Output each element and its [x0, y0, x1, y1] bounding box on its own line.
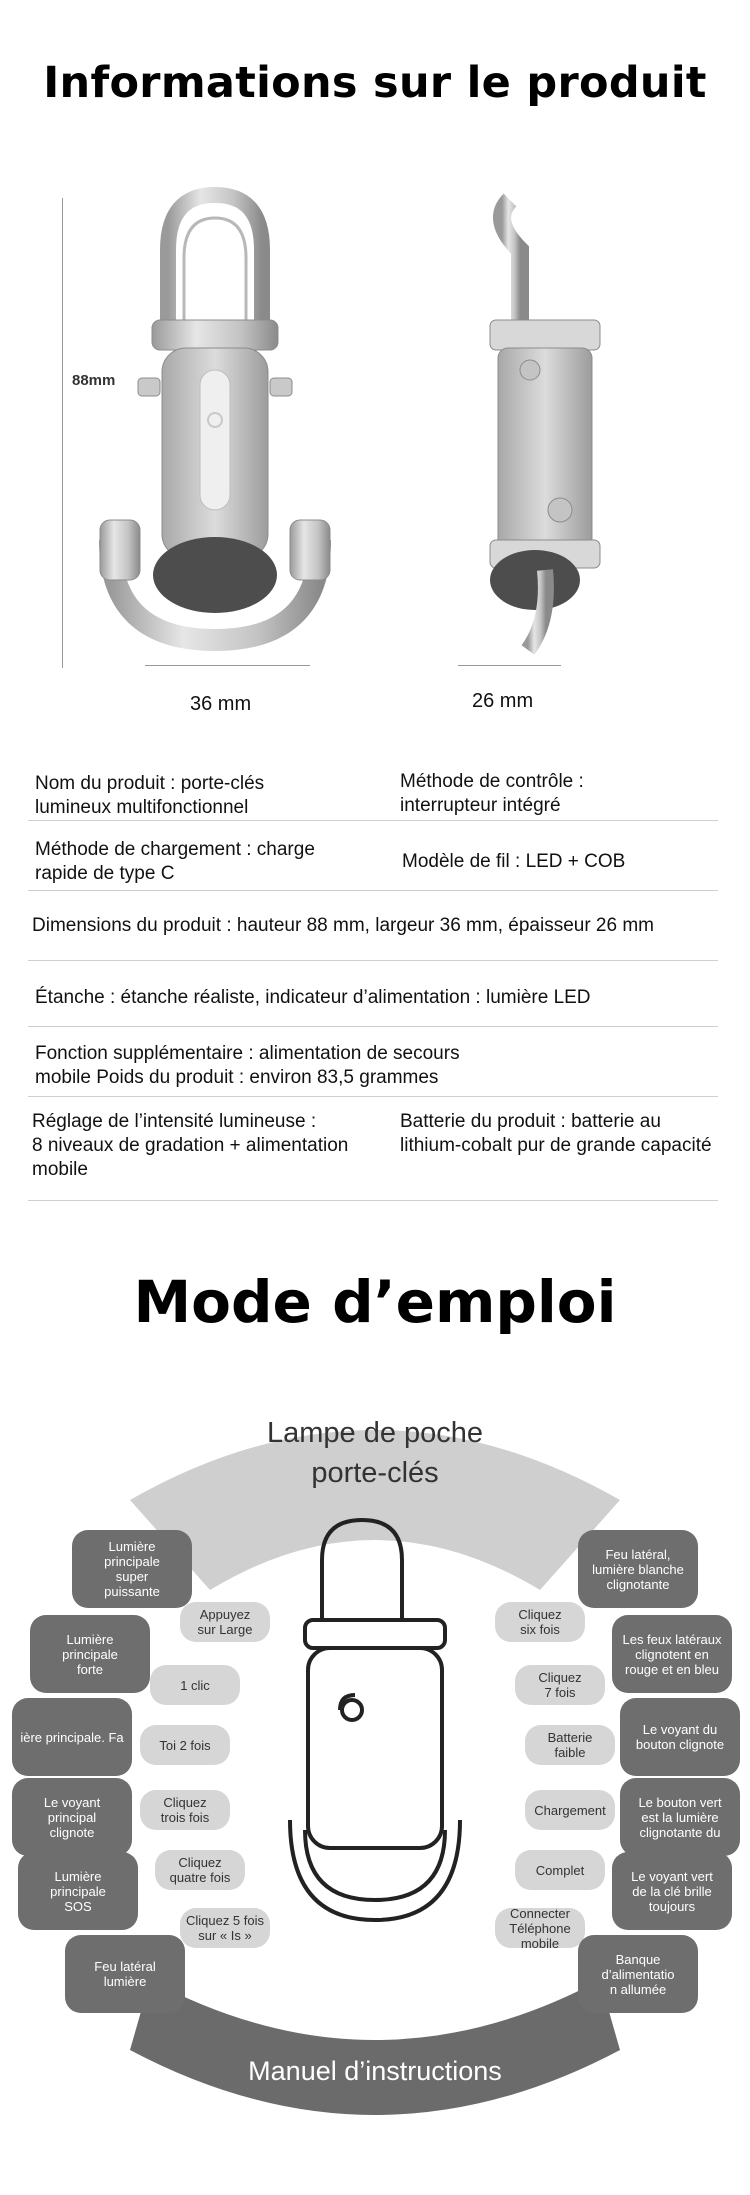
- left-outer-label-2: [30, 1615, 150, 1693]
- mode-label-line: Connecter: [510, 1908, 570, 1921]
- left-inner-label-6: [180, 1908, 270, 1948]
- mode-label-line: ière principale. Fa: [20, 1729, 124, 1745]
- mode-label-line: Lumière: [108, 1539, 156, 1554]
- bottom-arc: [130, 1980, 620, 2115]
- left-outer-label-6: [65, 1935, 185, 2013]
- mode-label-line: six fois: [520, 1622, 560, 1637]
- mode-label-line: 1 clic: [180, 1677, 210, 1693]
- section-title-product-info: Informations sur le produit: [43, 58, 707, 108]
- mode-label-line: Lumière: [66, 1631, 114, 1647]
- spec-waterproof: Étanche : étanche réaliste, indicateur d’alimentation : lumière LED: [35, 987, 591, 1008]
- mode-label-line: mobile: [520, 1935, 560, 1948]
- mode-label-line: Feu latéral: [94, 1959, 156, 1974]
- left-outer-label-1: [72, 1530, 192, 1608]
- mode-label-line: Le bouton vert: [638, 1794, 722, 1810]
- mode-label-line: clignote: [49, 1824, 95, 1840]
- top-arc-title-1: Lampe de poche: [266, 1417, 484, 1449]
- mode-label-line: lumière blanche: [592, 1561, 684, 1577]
- spec-dimensions: Dimensions du produit : hauteur 88 mm, largeur 36 mm, épaisseur 26 mm: [32, 915, 654, 936]
- depth-dimension-label: 26 mm: [472, 690, 534, 712]
- height-dimension-line: [62, 198, 63, 668]
- mode-label-line: de la clé brille: [632, 1883, 712, 1899]
- bottom-arc-title: Manuel d’instructions: [248, 2056, 502, 2086]
- spec-extra-function: Fonction supplémentaire : alimentation de secours mobile Poids du produit : environ 83,5 grammes: [35, 1043, 460, 1088]
- right-outer-label-3: [620, 1698, 740, 1776]
- right-inner-label-4: [525, 1790, 615, 1830]
- mode-label-line: SOS: [64, 1898, 92, 1914]
- spec-row-5: [28, 1028, 718, 1097]
- mode-label-line: faible: [554, 1745, 586, 1760]
- mode-label-line: forte: [76, 1661, 103, 1677]
- mode-label-line: Feu latéral,: [605, 1546, 671, 1562]
- mode-label-line: clignotante du: [639, 1824, 721, 1840]
- spec-row-2: [28, 822, 718, 891]
- mode-label-line: principale: [50, 1883, 106, 1899]
- right-inner-label-3: [525, 1725, 615, 1765]
- mode-label-line: 7 fois: [544, 1685, 576, 1700]
- right-outer-label-6: [578, 1935, 698, 2013]
- right-outer-label-4: [620, 1778, 740, 1856]
- mode-label-line: n allumée: [609, 1981, 667, 1997]
- right-outer-label-2: [612, 1615, 732, 1693]
- mode-label-line: principale: [104, 1554, 160, 1569]
- width-dimension-label: 36 mm: [190, 693, 252, 715]
- mode-label-line: Le voyant vert: [631, 1868, 713, 1884]
- mode-label-line: rouge et en bleu: [625, 1661, 719, 1677]
- mode-label-line: lumière: [103, 1974, 147, 1989]
- spec-product-name: Nom du produit : porte-clés lumineux multifonctionnel: [35, 773, 265, 818]
- mode-label-line: Banque: [615, 1951, 661, 1967]
- mode-label-line: Les feux latéraux: [622, 1631, 722, 1647]
- mode-label-line: Appuyez: [199, 1607, 251, 1622]
- keychain-side-illustration: [450, 180, 630, 660]
- spec-row-3: [28, 892, 718, 961]
- mode-label-line: principale: [62, 1646, 118, 1662]
- mode-label-line: clignotante: [606, 1576, 670, 1592]
- mode-label-line: Cliquez: [163, 1795, 207, 1810]
- mode-label-line: Cliquez: [538, 1670, 582, 1685]
- right-inner-label-1: [495, 1602, 585, 1642]
- mode-label-line: super: [115, 1569, 149, 1584]
- mode-label-line: d’alimentatio: [601, 1966, 675, 1982]
- mode-label-line: Toi 2 fois: [159, 1737, 211, 1753]
- height-dimension-label: 88mm: [72, 372, 116, 389]
- left-inner-label-2: [150, 1665, 240, 1705]
- mode-label-line: Le voyant du: [642, 1722, 718, 1737]
- keychain-front-illustration: [90, 180, 340, 660]
- mode-label-line: est la lumière: [641, 1809, 719, 1825]
- left-inner-label-5: [155, 1850, 245, 1890]
- spec-row-1: [28, 762, 718, 821]
- spec-wire-model: Modèle de fil : LED + COB: [402, 851, 626, 872]
- right-inner-label-5: [515, 1850, 605, 1890]
- spec-control-method: Méthode de contrôle : interrupteur intégré: [400, 771, 584, 816]
- left-inner-label-3: [140, 1725, 230, 1765]
- mode-label-line: puissante: [104, 1584, 160, 1599]
- mode-label-line: clignotent en: [635, 1646, 709, 1662]
- mode-label-line: Cliquez: [178, 1855, 222, 1870]
- right-inner-label-2: [515, 1665, 605, 1705]
- mode-label-line: Complet: [535, 1862, 585, 1878]
- mode-label-line: Batterie: [547, 1730, 593, 1745]
- mode-label-line: Chargement: [534, 1802, 606, 1818]
- left-inner-label-4: [140, 1790, 230, 1830]
- mode-label-line: toujours: [648, 1898, 696, 1914]
- mode-label-line: Le voyant: [43, 1794, 101, 1810]
- left-outer-label-5: [18, 1852, 138, 1930]
- left-inner-label-1: [180, 1602, 270, 1642]
- mode-label-line: Téléphone: [509, 1920, 571, 1936]
- right-outer-label-5: [612, 1852, 732, 1930]
- mode-label-line: Lumière: [54, 1868, 102, 1884]
- right-outer-label-1: [578, 1530, 698, 1608]
- spec-row-4: [28, 962, 718, 1027]
- keychain-outline-illustration: [290, 1520, 460, 1920]
- left-outer-label-3: [12, 1698, 132, 1776]
- mode-label-line: Cliquez 5 fois: [185, 1913, 265, 1928]
- left-outer-label-4: [12, 1778, 132, 1856]
- spec-charging-method: Méthode de chargement : charge rapide de type C: [35, 839, 315, 884]
- mode-label-line: Cliquez: [518, 1607, 562, 1622]
- spec-row-6: [28, 1098, 718, 1201]
- mode-label-line: principal: [47, 1809, 97, 1825]
- width-dimension-line: [145, 665, 310, 666]
- mode-label-line: sur « Is »: [198, 1928, 252, 1943]
- spec-battery: Batterie du produit : batterie au lithium-cobalt pur de grande capacité: [400, 1111, 712, 1156]
- mode-label-line: quatre fois: [169, 1870, 231, 1885]
- section-title-instructions: Mode d’emploi: [133, 1268, 617, 1336]
- mode-label-line: bouton clignote: [635, 1737, 725, 1752]
- right-inner-label-6: [495, 1908, 585, 1948]
- spec-brightness: Réglage de l’intensité lumineuse : 8 niveaux de gradation + alimentation mobile: [32, 1111, 349, 1180]
- top-arc: [130, 1430, 620, 1590]
- depth-dimension-line: [458, 665, 561, 666]
- top-arc-title-2: porte-clés: [311, 1457, 439, 1489]
- mode-label-line: trois fois: [160, 1810, 210, 1825]
- mode-label-line: sur Large: [197, 1622, 253, 1637]
